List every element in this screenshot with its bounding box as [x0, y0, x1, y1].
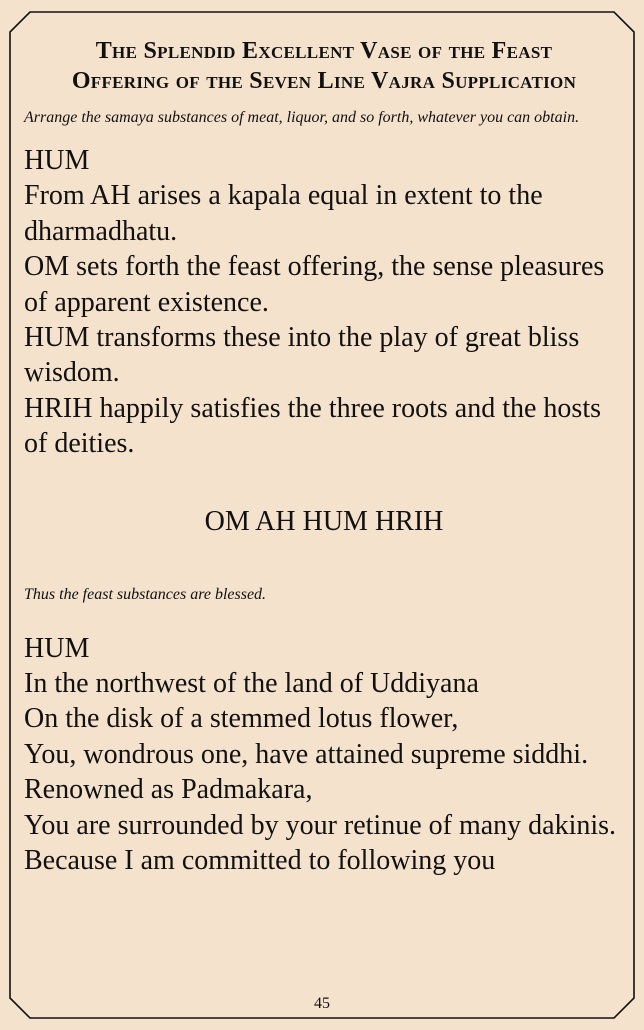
mantra: OM AH HUM HRIH — [204, 505, 444, 537]
instruction-text: Thus the feast substances are blessed. — [24, 585, 267, 603]
title-line-1: The Splendid Excellent Vase of the Feast — [95, 38, 553, 64]
verse-line: Renowned as Padmakara, — [24, 774, 313, 806]
verse-line: HUM transforms these into the play of great bliss wisdom. — [24, 322, 580, 389]
verse-line: Because I am committed to following you — [24, 845, 496, 877]
verse-block-1 — [24, 143, 624, 462]
page-content — [24, 36, 624, 879]
title-line-2: Offering of the Seven Line Vajra Supplication — [71, 68, 577, 94]
verse-line: From AH arises a kapala equal in extent to the dharmadhatu. — [24, 180, 543, 247]
verse-line: You are surrounded by your retinue of many dakinis. — [24, 809, 617, 841]
verse-line: HUM — [24, 145, 90, 176]
page-number: 45 — [314, 995, 330, 1012]
verse-line: HRIH happily satisfies the three roots and the hosts of deities. — [24, 392, 602, 460]
page-title — [24, 36, 624, 96]
instruction-text: Arrange the samaya substances of meat, liquor, and so forth, whatever you can obtain. — [24, 109, 580, 126]
verse-line: In the northwest of the land of Uddiyana — [24, 668, 479, 700]
verse-line: OM sets forth the feast offering, the sense pleasures of apparent existence. — [24, 251, 605, 318]
verse-line: You, wondrous one, have attained supreme siddhi. — [24, 738, 589, 770]
verse-block-2 — [24, 631, 624, 879]
verse-line: HUM — [24, 632, 90, 664]
verse-line: On the disk of a stemmed lotus flower, — [24, 703, 459, 735]
